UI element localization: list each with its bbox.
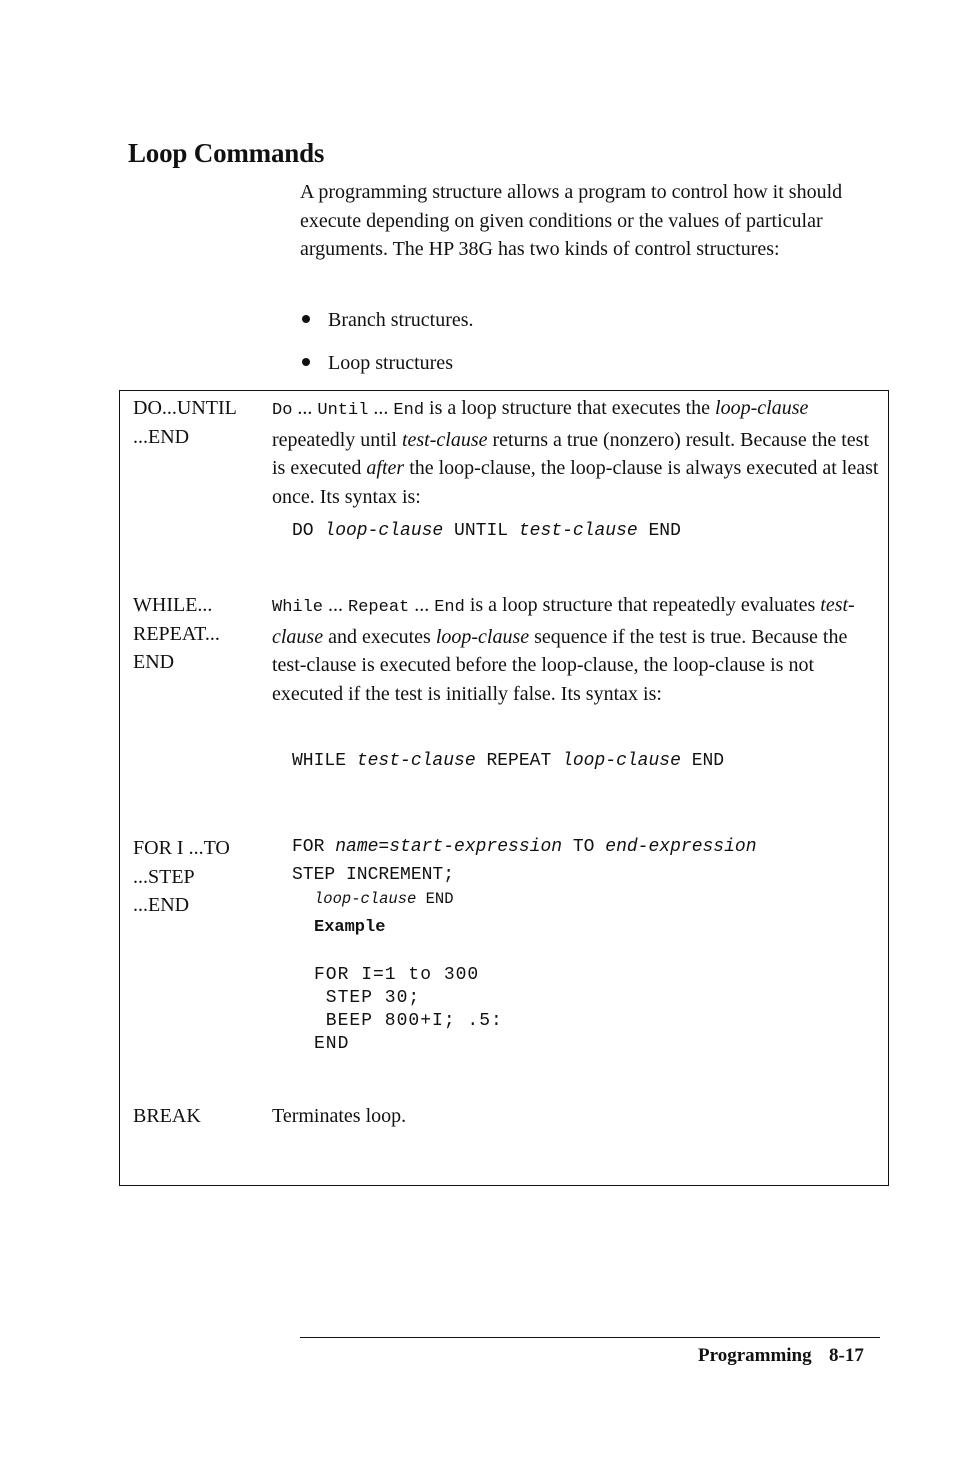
desc-italic: test-clause — [401, 428, 488, 451]
desc-italic: loop-clause — [715, 397, 809, 419]
footer-page-number: 8-17 — [829, 1345, 864, 1366]
keyword-end: End — [393, 401, 425, 420]
term-line: FOR I ...TO — [133, 837, 230, 859]
term-line: ...END — [133, 425, 190, 448]
example-label: Example — [314, 918, 386, 937]
code-italic: loop-clause — [324, 521, 444, 541]
code-text: REPEAT — [475, 751, 563, 771]
term-line: END — [133, 651, 175, 673]
bullet-label: Branch structures. — [328, 309, 474, 331]
desc-text: returns a true (nonzero) result. Because the test is executed — [272, 428, 869, 479]
footer-section: Programming — [698, 1345, 812, 1366]
code-text: FOR — [292, 837, 336, 857]
while-description — [272, 591, 882, 708]
desc-text: is a loop structure that repeatedly evaluates — [464, 594, 821, 616]
do-until-term — [133, 394, 237, 451]
term-line: REPEAT... — [133, 622, 220, 645]
code-italic: end-expression — [605, 837, 757, 857]
ellipsis: ... — [368, 397, 394, 419]
code-italic: test-clause — [518, 521, 638, 541]
bullet-item-loop — [302, 349, 453, 377]
example-code-line: STEP 30; — [314, 988, 421, 1008]
break-description: Terminates loop. — [272, 1105, 407, 1127]
footer-rule — [300, 1337, 880, 1338]
ellipsis: ... — [409, 594, 435, 616]
code-italic: loop-clause — [562, 751, 681, 771]
code-text: END — [416, 890, 454, 908]
desc-text: sequence if the test is true. Because the test-clause is executed before the loop-clause, the loop-clause is not executed if the test is initially false. Its syntax is: — [272, 625, 848, 705]
while-term — [133, 591, 220, 677]
for-syntax-line-3 — [314, 890, 454, 908]
page-title: Loop Commands — [128, 138, 325, 168]
term-line: WHILE... — [133, 594, 213, 616]
code-italic: name=start-expression — [335, 837, 563, 857]
intro-paragraph: A programming structure allows a program to control how it should execute depending on given conditions or the values of particular arguments. The HP 38G has two kinds of control structures: — [300, 181, 843, 260]
desc-italic: test-clause — [272, 594, 855, 648]
ellipsis: ... — [292, 397, 318, 419]
while-syntax — [292, 751, 724, 771]
code-text: DO — [292, 521, 325, 541]
do-until-syntax — [292, 521, 681, 541]
term-line: ...END — [133, 894, 190, 916]
desc-text: and executes — [323, 625, 436, 648]
example-code-line: BEEP 800+I; .5: — [314, 1011, 503, 1031]
do-until-description — [272, 394, 882, 511]
desc-italic: after — [366, 457, 405, 479]
code-italic: loop-clause — [314, 890, 417, 908]
bullet-label: Loop structures — [328, 352, 453, 374]
code-text: WHILE — [292, 751, 357, 771]
term-line: DO...UNTIL — [133, 397, 237, 419]
keyword-while: While — [272, 598, 324, 617]
example-code-line: FOR I=1 to 300 — [314, 965, 480, 985]
ellipsis: ... — [323, 594, 349, 616]
for-syntax-line-2: STEP INCREMENT; — [292, 865, 455, 885]
bullet-icon — [302, 315, 310, 323]
desc-text: repeatedly until — [272, 428, 402, 451]
for-syntax-line-1 — [292, 837, 757, 857]
break-term: BREAK — [133, 1105, 201, 1127]
desc-italic: loop-clause — [435, 625, 530, 648]
keyword-repeat: Repeat — [348, 598, 410, 617]
term-line: ...STEP — [133, 865, 195, 888]
code-italic: test-clause — [356, 751, 476, 771]
desc-text: the loop-clause, the loop-clause is always executed at least once. Its syntax is: — [272, 457, 879, 508]
code-text: UNTIL — [443, 521, 519, 541]
keyword-until: Until — [317, 401, 369, 420]
keyword-end: End — [434, 598, 465, 617]
code-text: TO — [562, 837, 606, 857]
bullet-item-branch — [302, 306, 474, 334]
bullet-icon — [302, 358, 310, 366]
code-text: END — [637, 521, 681, 541]
for-term — [133, 834, 230, 920]
example-code-block — [314, 941, 503, 1056]
keyword-do: Do — [272, 401, 293, 420]
code-text: END — [680, 751, 725, 771]
desc-text: is a loop structure that executes the — [424, 397, 716, 419]
example-code-line: END — [314, 1034, 350, 1054]
